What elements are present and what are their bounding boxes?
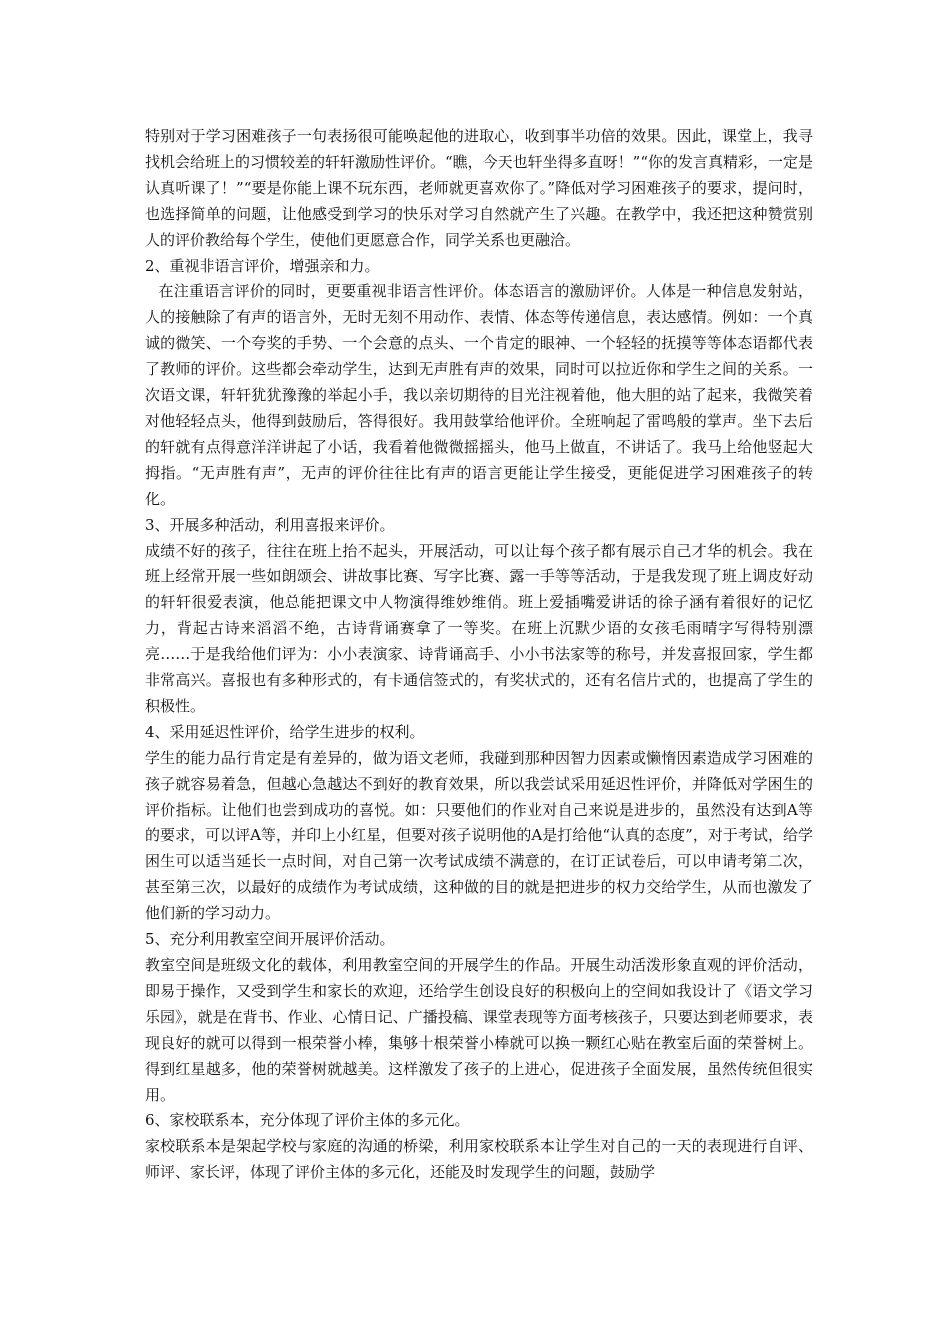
paragraph-activities: 成绩不好的孩子，往往在班上抬不起头，开展活动，可以让每个孩子都有展示自己才华的机会。我在班上经常开展一些如朗颂会、讲故事比赛、写字比赛、露一手等等活动，于是我发现了班上调皮好动的轩轩很爱表演，他总能把课文中人物演得维妙维俏。班上爱插嘴爱讲话的徐子涵有着很好的记忆力，背起古诗来滔滔不绝，古诗背诵赛拿了一等奖。在班上沉默少语的女孩毛雨晴字写得特别漂亮……于是我给他们评为：小小表演家、诗背诵高手、小小书法家等的称号，并发喜报回家，学生都非常高兴。喜报也有多种形式的，有卡通信签式的，有奖状式的，还有名信片式的，也提高了学生的积极性。 <box>145 541 813 715</box>
section-heading-2: 2、重视非语言评价，增强亲和力。 <box>145 256 380 275</box>
section-heading-6: 6、家校联系本，充分体现了评价主体的多元化。 <box>145 1111 470 1130</box>
paragraph-home-school: 家校联系本是架起学校与家庭的沟通的桥梁，利用家校联系本让学生对自己的一天的表现进行自评、师评、家长评，体现了评价主体的多元化，还能及时发现学生的问题，鼓励学 <box>145 1137 813 1182</box>
section-heading-5: 5、充分利用教室空间开展评价活动。 <box>145 930 395 949</box>
document-body <box>145 124 813 1186</box>
paragraph-nonverbal: 在注重语言评价的同时，更要重视非语言性评价。体态语言的激励评价。人体是一种信息发射站，人的接触除了有声的语言外，无时无刻不用动作、表情、体态等传递信息，表达感情。例如：一个真诚的微笑、一个夸奖的手势、一个会意的点头、一个肯定的眼神、一个轻轻的抚摸等等体态语都代表了教师的评价。这些都会牵动学生，达到无声胜有声的效果，同时可以拉近你和学生之间的关系。一次语文课，轩轩犹犹豫豫的举起小手，我以亲切期待的目光注视着他，他大胆的站了起来，我微笑着对他轻轻点头，他得到鼓励后，答得很好。我用鼓掌给他评价。全班响起了雷鸣般的掌声。坐下去后的轩就有点得意洋洋讲起了小话，我看着他微微摇摇头，他马上做直，不讲话了。我马上给他竖起大拇指。“无声胜有声”，无声的评价往往比有声的语言更能让学生接受，更能促进学习困难孩子的转化。 <box>145 282 813 508</box>
paragraph-classroom-space: 教室空间是班级文化的载体，利用教室空间的开展学生的作品。开展生动活泼形象直观的评价活动，即易于操作，又受到学生和家长的欢迎，还给学生创设良好的积极向上的空间如我设计了《语文学习乐园》，就是在背书、作业、心情日记、广播投稿、课堂表现等方面考核孩子，只要达到老师要求，表现良好的就可以得到一根荣誉小棒，集够十根荣誉小棒就可以换一颗红心贴在教室后面的荣誉树上。得到红星越多，他的荣誉树就越美。这样激发了孩子的上进心，促进孩子全面发展，虽然传统但很实用。 <box>145 956 813 1104</box>
section-heading-4: 4、采用延迟性评价，给学生进步的权利。 <box>145 722 425 741</box>
paragraph-delayed-evaluation: 学生的能力品行肯定是有差异的，做为语文老师，我碰到那种因智力因素或懒惰因素造成学习困难的孩子就容易着急，但越心急越达不到好的教育效果，所以我尝试采用延迟性评价，并降低对学困生的评价指标。让他们也尝到成功的喜悦。如：只要他们的作业对自己来说是进步的，虽然没有达到A等的要求，可以评A等，并印上小红星，但要对孩子说明他的A是打给他“认真的态度”，对于考试，给学困生可以适当延长一点时间，对自己第一次考试成绩不满意的，在订正试卷后，可以申请考第二次，甚至第三次，以最好的成绩作为考试成绩，这种做的目的就是把进步的权力交给学生，从而也激发了他们新的学习动力。 <box>145 748 813 923</box>
section-heading-3: 3、开展多种活动，利用喜报来评价。 <box>145 515 395 534</box>
paragraph-praise: 特别对于学习困难孩子一句表扬很可能唤起他的进取心，收到事半功倍的效果。因此，课堂上，我寻找机会给班上的习惯较差的轩轩激励性评价。“瞧，今天也轩坐得多直呀！”“你的发言真精彩，一定是认真听课了！”“要是你能上课不玩东西，老师就更喜欢你了。”降低对学习困难孩子的要求，提问时，也选择简单的问题，让他感受到学习的快乐对学习自然就产生了兴趣。在教学中，我还把这种赞赏别人的评价教给每个学生，使他们更愿意合作，同学关系也更融洽。 <box>145 127 814 249</box>
